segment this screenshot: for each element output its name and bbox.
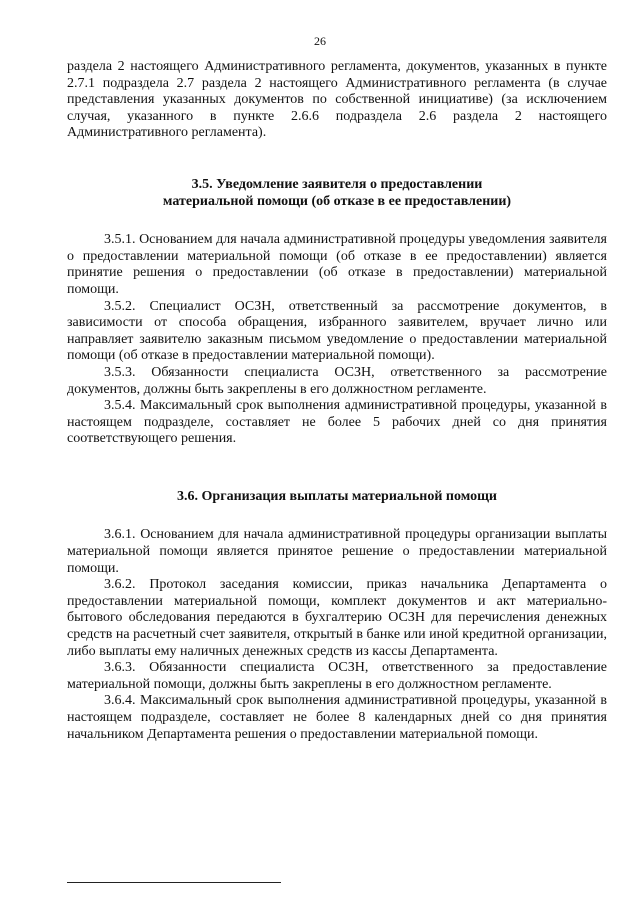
paragraph-3-6-3: 3.6.3. Обязанности специалиста ОСЗН, ответственного за предоставление материальной помощи, должны быть закреплены в его должностном регламенте. [67,660,607,692]
paragraph-3-6-4: 3.6.4. Максимальный срок выполнения административной процедуры, указанной в настоящем подразделе, составляет не более 8 календарных дней со дня принятия начальником Департамента решения о предоставлении материальной помощи. [67,693,607,742]
footnote-separator [67,882,281,883]
section-3-5-heading [67,177,607,210]
paragraph-3-5-4: 3.5.4. Максимальный срок выполнения административной процедуры, указанной в настоящем подразделе, составляет не более 5 рабочих дней со дня принятия соответствующего решения. [67,398,607,447]
page-content [67,59,607,743]
section-3-6-heading [67,489,607,506]
paragraph-3-5-2: 3.5.2. Специалист ОСЗН, ответственный за рассмотрение документов, в зависимости от способа обращения, избранного заявителем, вручает лично или направляет заявителю заказным письмом уведомление о предоставлении материальной помощи (об отказе в предоставлении материальной помощи). [67,298,607,364]
page-number: 26 [314,34,326,48]
section-3-5-title-line1: 3.5. Уведомление заявителя о предоставлении [191,176,483,192]
paragraph-3-6-1: 3.6.1. Основанием для начала административной процедуры организации выплаты материальной помощи является принятое решение о предоставлении материальной помощи. [67,527,607,576]
paragraph-3-6-2: 3.6.2. Протокол заседания комиссии, приказ начальника Департамента о предоставлении материальной помощи, комплект документов и акт материально-бытового обследования передаются в бухгалтерию ОСЗН для перечисления денежных средств на расчетный счет заявителя, открытый в банке или иной кредитной организации, либо выплаты ему наличных денежных средств из кассы Департамента. [67,577,607,659]
section-3-6-title: 3.6. Организация выплаты материальной помощи [177,488,497,504]
section-3-5-title-line2: материальной помощи (об отказе в ее предоставлении) [162,193,512,209]
paragraph-3-5-3: 3.5.3. Обязанности специалиста ОСЗН, ответственного за рассмотрение документов, должны быть закреплены в его должностном регламенте. [67,364,607,397]
paragraph-3-5-1: 3.5.1. Основанием для начала административной процедуры уведомления заявителя о предоставлении материальной помощи (об отказе в ее предоставлении) является принятие решения о предоставлении (об отказе в предоставлении) материальной помощи. [67,232,607,297]
intro-paragraph: раздела 2 настоящего Административного регламента, документов, указанных в пункте 2.7.1 подраздела 2.7 раздела 2 настоящего Административного регламента (в случае представления указанных документов по собственной инициативе) (за исключением случая, указанного в пункте 2.6.6 подраздела 2.6 раздела 2 настоящего Административного регламента). [67,59,607,141]
